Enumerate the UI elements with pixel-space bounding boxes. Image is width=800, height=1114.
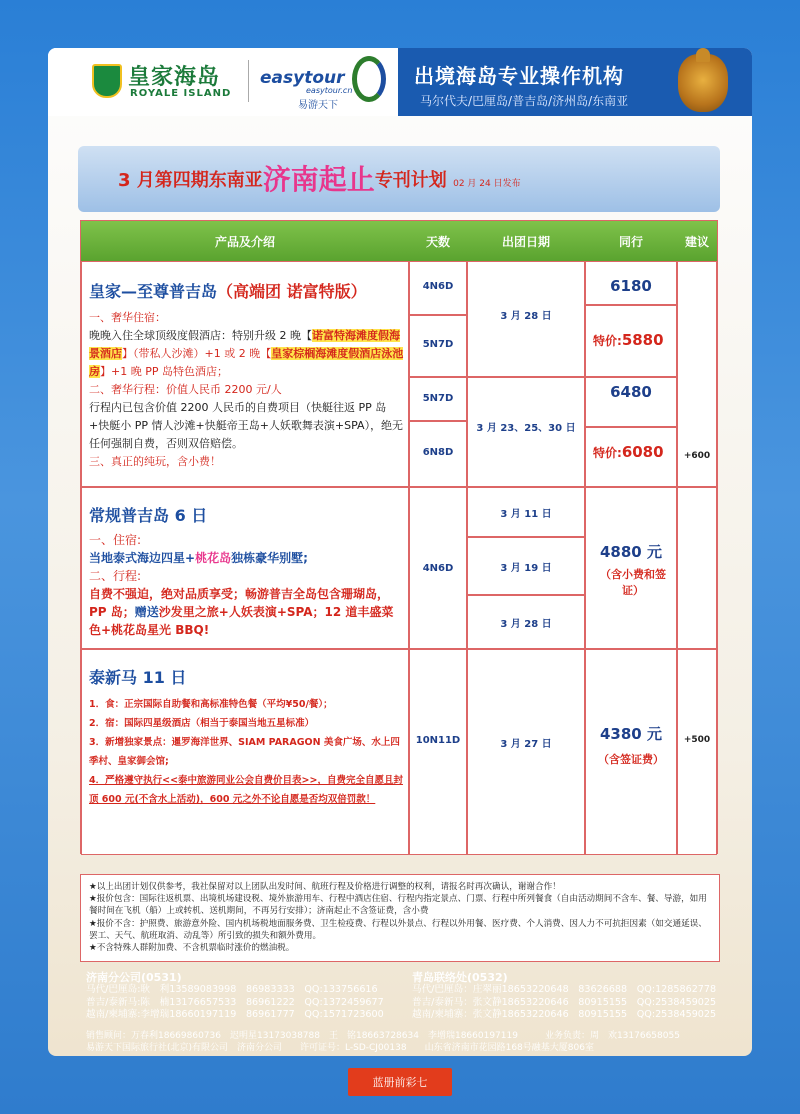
p1-promo-2 [593, 443, 664, 461]
easytour-logo [260, 56, 390, 111]
p1-hotel-2: 皇家棕榈海滩度假酒店泳池房 [89, 347, 404, 378]
p2-line [89, 585, 405, 639]
p1-days-1: 4N6D [422, 281, 454, 292]
p1-seg: 】+1 晚 PP 岛特色酒店； [100, 365, 228, 378]
p1-days-3: 5N7D [422, 393, 454, 404]
contact-line: 马代/巴厘岛:耿 利13589083998 86983333 QQ:133756616 [86, 984, 378, 996]
p3-line: 4．严格遵守执行<<泰中旅游同业公会自费价目表>>，自费完全自愿且封顶 600 元(不含水上活动)，600 元之外不论自愿是否均双倍罚款！ [89, 775, 403, 805]
p3-line: 2．宿：国际四星级酒店（相当于泰国当地五星标准） [89, 718, 315, 729]
col-header-product: 产品及介绍 [81, 221, 409, 261]
p1-line: 三、真正的纯玩，含小费！ [89, 455, 221, 468]
note-line: ★报价包含：国际往返机票、出境机场建设税、境外旅游用车、行程中酒店住宿、行程内指定景点、门票、行程中所列餐食（自由活动期间不含车、餐、导游，如用餐时间在飞机（船）上或转机、送机期间，不再另行安排）；济南起止不含签证费，含小费 [89, 894, 707, 917]
org-title: 出境海岛专业操作机构 [414, 64, 624, 88]
publish-date: 02 月 24 日发布 [453, 179, 521, 189]
p1-date-1: 3 月 28 日 [500, 311, 552, 322]
office-contacts [80, 972, 730, 1054]
logo-divider [248, 60, 249, 102]
p3-price: 4380 元 [600, 725, 662, 743]
col-header-suggest: 建议 [677, 221, 717, 261]
p2-days: 4N6D [422, 563, 454, 574]
notes-box [80, 874, 720, 962]
product-2-desc [89, 531, 405, 639]
contact-line: 越南/柬埔寨：张文静18653220646 80915155 QQ:2538459025 [412, 1009, 717, 1021]
p1-days-4: 6N8D [422, 447, 454, 458]
p1-promo-1 [593, 331, 664, 349]
p3-suggest-cell [677, 649, 717, 855]
note-line: ★不含特殊人群附加费、不含机票临时涨价的燃油税。 [89, 943, 295, 954]
p2-suggest-cell [677, 487, 717, 649]
p2-seg: 当地泰式海边四星+ [89, 551, 196, 565]
col-header-days: 天数 [409, 221, 467, 261]
promo-value: 6080 [621, 443, 664, 461]
p1-seg: 晚晚入住全球顶级度假酒店：特别升级 2 晚【 [89, 329, 312, 342]
note-line: ★以上出团计划仅供参考，我社保留对以上团队出发时间、航班行程及价格进行调整的权利，请报名时再次确认，谢谢合作！ [89, 882, 561, 892]
p3-price-note: （含签证费） [598, 753, 664, 766]
p2-seg: 独栋豪华别墅; [231, 551, 308, 565]
company-line: 易游天下国际旅行社(北京)有限公司 济南分公司 许可证号：L-SD-CJ00138 山东省济南市花园路168号融基大厦806室 [86, 1043, 594, 1053]
p2-price: 4880 元 [600, 543, 662, 561]
col-header-price: 同行 [585, 221, 677, 261]
p1-suggest: +600 [683, 451, 711, 461]
schedule-table [80, 220, 718, 854]
product-1-name: 皇家—至尊普吉岛 [89, 282, 218, 301]
p1-line [89, 327, 405, 381]
partner-cn: 易游天下 [298, 100, 338, 111]
product-3-desc [89, 695, 405, 809]
contact-line: 普吉/泰新马:陈 楠13176657533 86961222 QQ:1372459677 [86, 996, 384, 1008]
p2-date-1: 3 月 11 日 [500, 509, 552, 520]
p2-line: 一、住宿: [89, 533, 142, 547]
p3-days: 10N11D [415, 735, 461, 746]
shield-icon [92, 64, 122, 98]
org-destinations: 马尔代夫/巴厘岛/普吉岛/济州岛/东南亚 [420, 94, 629, 108]
p2-date-2: 3 月 19 日 [500, 563, 552, 574]
brand-en: ROYALE ISLAND [130, 88, 232, 99]
product-1-desc [89, 309, 405, 471]
note-line: ★报价不含：护照费、旅游意外险、国内机场税地面服务费、卫生检疫费、行程以外景点、行程以外用餐、医疗费、个人消费、因人力不可抗拒因素（如交通延误、罢工、天气、航班取消、动乱等）所引致的损失和额外费用。 [89, 918, 707, 941]
p1-hotel-1: 诺富特海滩度假海景酒店 [89, 329, 400, 360]
p1-days-2: 5N7D [422, 339, 454, 350]
p2-price-note: （含小费和签证） [600, 568, 666, 597]
col-header-dates: 出团日期 [467, 221, 585, 261]
d-swirl-icon [352, 56, 386, 102]
partner-en: easytour [260, 68, 345, 88]
product-3-title: 泰新马 11 日 [89, 668, 187, 687]
promo-value: 5880 [621, 331, 664, 349]
promo-label: 特价: [593, 334, 622, 348]
p1-seg: 】（带私人沙滩）+1 或 2 晚【 [122, 347, 272, 360]
p3-line: 1．食：正宗国际自助餐和高标准特色餐（平均¥50/餐）； [89, 699, 333, 710]
promo-label: 特价: [593, 446, 622, 460]
p3-date-cell [467, 649, 585, 855]
p1-line: 行程内已包含价值 2200 人民币的自费项目（快艇往返 PP 岛+快艇小 PP 情人沙滩+快艇帝王岛+人妖歌舞表演+SPA），绝无任何强制自费，否则双倍赔偿。 [89, 401, 404, 450]
p2-line: 二、行程: [89, 569, 142, 583]
page-footer-tab: 蓝册前彩七 [348, 1068, 452, 1096]
title-post: 专刊计划 [374, 170, 447, 191]
product-2-title: 常规普吉岛 6 日 [89, 506, 208, 525]
p2-line [89, 549, 405, 567]
p1-date-2: 3 月 23、25、30 日 [476, 423, 576, 434]
contact-line: 越南/柬埔寨:李增瑞18660197119 86961777 QQ:1571723600 [86, 1009, 384, 1021]
contact-line: 普吉/泰新马：张文静18653220646 80915155 QQ:2538459025 [412, 996, 717, 1008]
p2-date-3: 3 月 28 日 [500, 619, 552, 630]
sales-line: 销售顾问：万春利18669860736 迟明星13173038788 王 铭18663728634 李增瑞18660197119 业务负责：周 欢13176658055 [86, 1031, 680, 1041]
p1-line: 二、奢华行程：价值人民币 2200 元/人 [89, 383, 282, 396]
product-1-tag: （高端团 诺富特版） [217, 282, 367, 301]
title-pre: 3 月第四期东南亚 [118, 170, 263, 191]
p1-line: 一、奢华住宿： [89, 311, 166, 324]
royale-island-logo [92, 58, 242, 106]
p1-price-2: 6480 [610, 383, 652, 401]
p3-suggest: +500 [683, 735, 711, 745]
p2-gift: 赠送 [134, 605, 159, 619]
product-1-title [89, 279, 367, 302]
jinan-title: 济南分公司(0531) [86, 971, 182, 984]
partner-url: easytour.cn [306, 86, 353, 95]
p2-peach-island: 桃花岛 [195, 551, 232, 565]
qingdao-title: 青岛联络处(0532) [412, 971, 508, 984]
p3-days-cell [409, 649, 467, 855]
page-title [118, 158, 521, 198]
p1-price-1: 6180 [610, 277, 652, 295]
contact-line: 马代/巴厘岛：庄翠丽18653220648 83626688 QQ:1285862778 [412, 984, 717, 996]
p3-line: 3．新增独家景点：暹罗海洋世界、SIAM PARAGON 美食广场、水上四季村、皇家御会馆; [89, 737, 400, 767]
brand-cn: 皇家海岛 [128, 65, 221, 90]
buddha-head-icon [678, 54, 728, 112]
p3-date: 3 月 27 日 [500, 739, 552, 750]
p2-seg: 沙发里之旅+人妖表演+SPA；12 道丰盛菜色+桃花岛星光 BBQ! [89, 605, 394, 637]
jinan-office [86, 972, 384, 1022]
title-big: 济南起止 [262, 163, 375, 196]
p2-seg: 自费不强迫，绝对品质享受；畅游普吉全岛包含珊瑚岛，PP 岛； [89, 587, 390, 619]
qingdao-office [412, 972, 716, 1022]
